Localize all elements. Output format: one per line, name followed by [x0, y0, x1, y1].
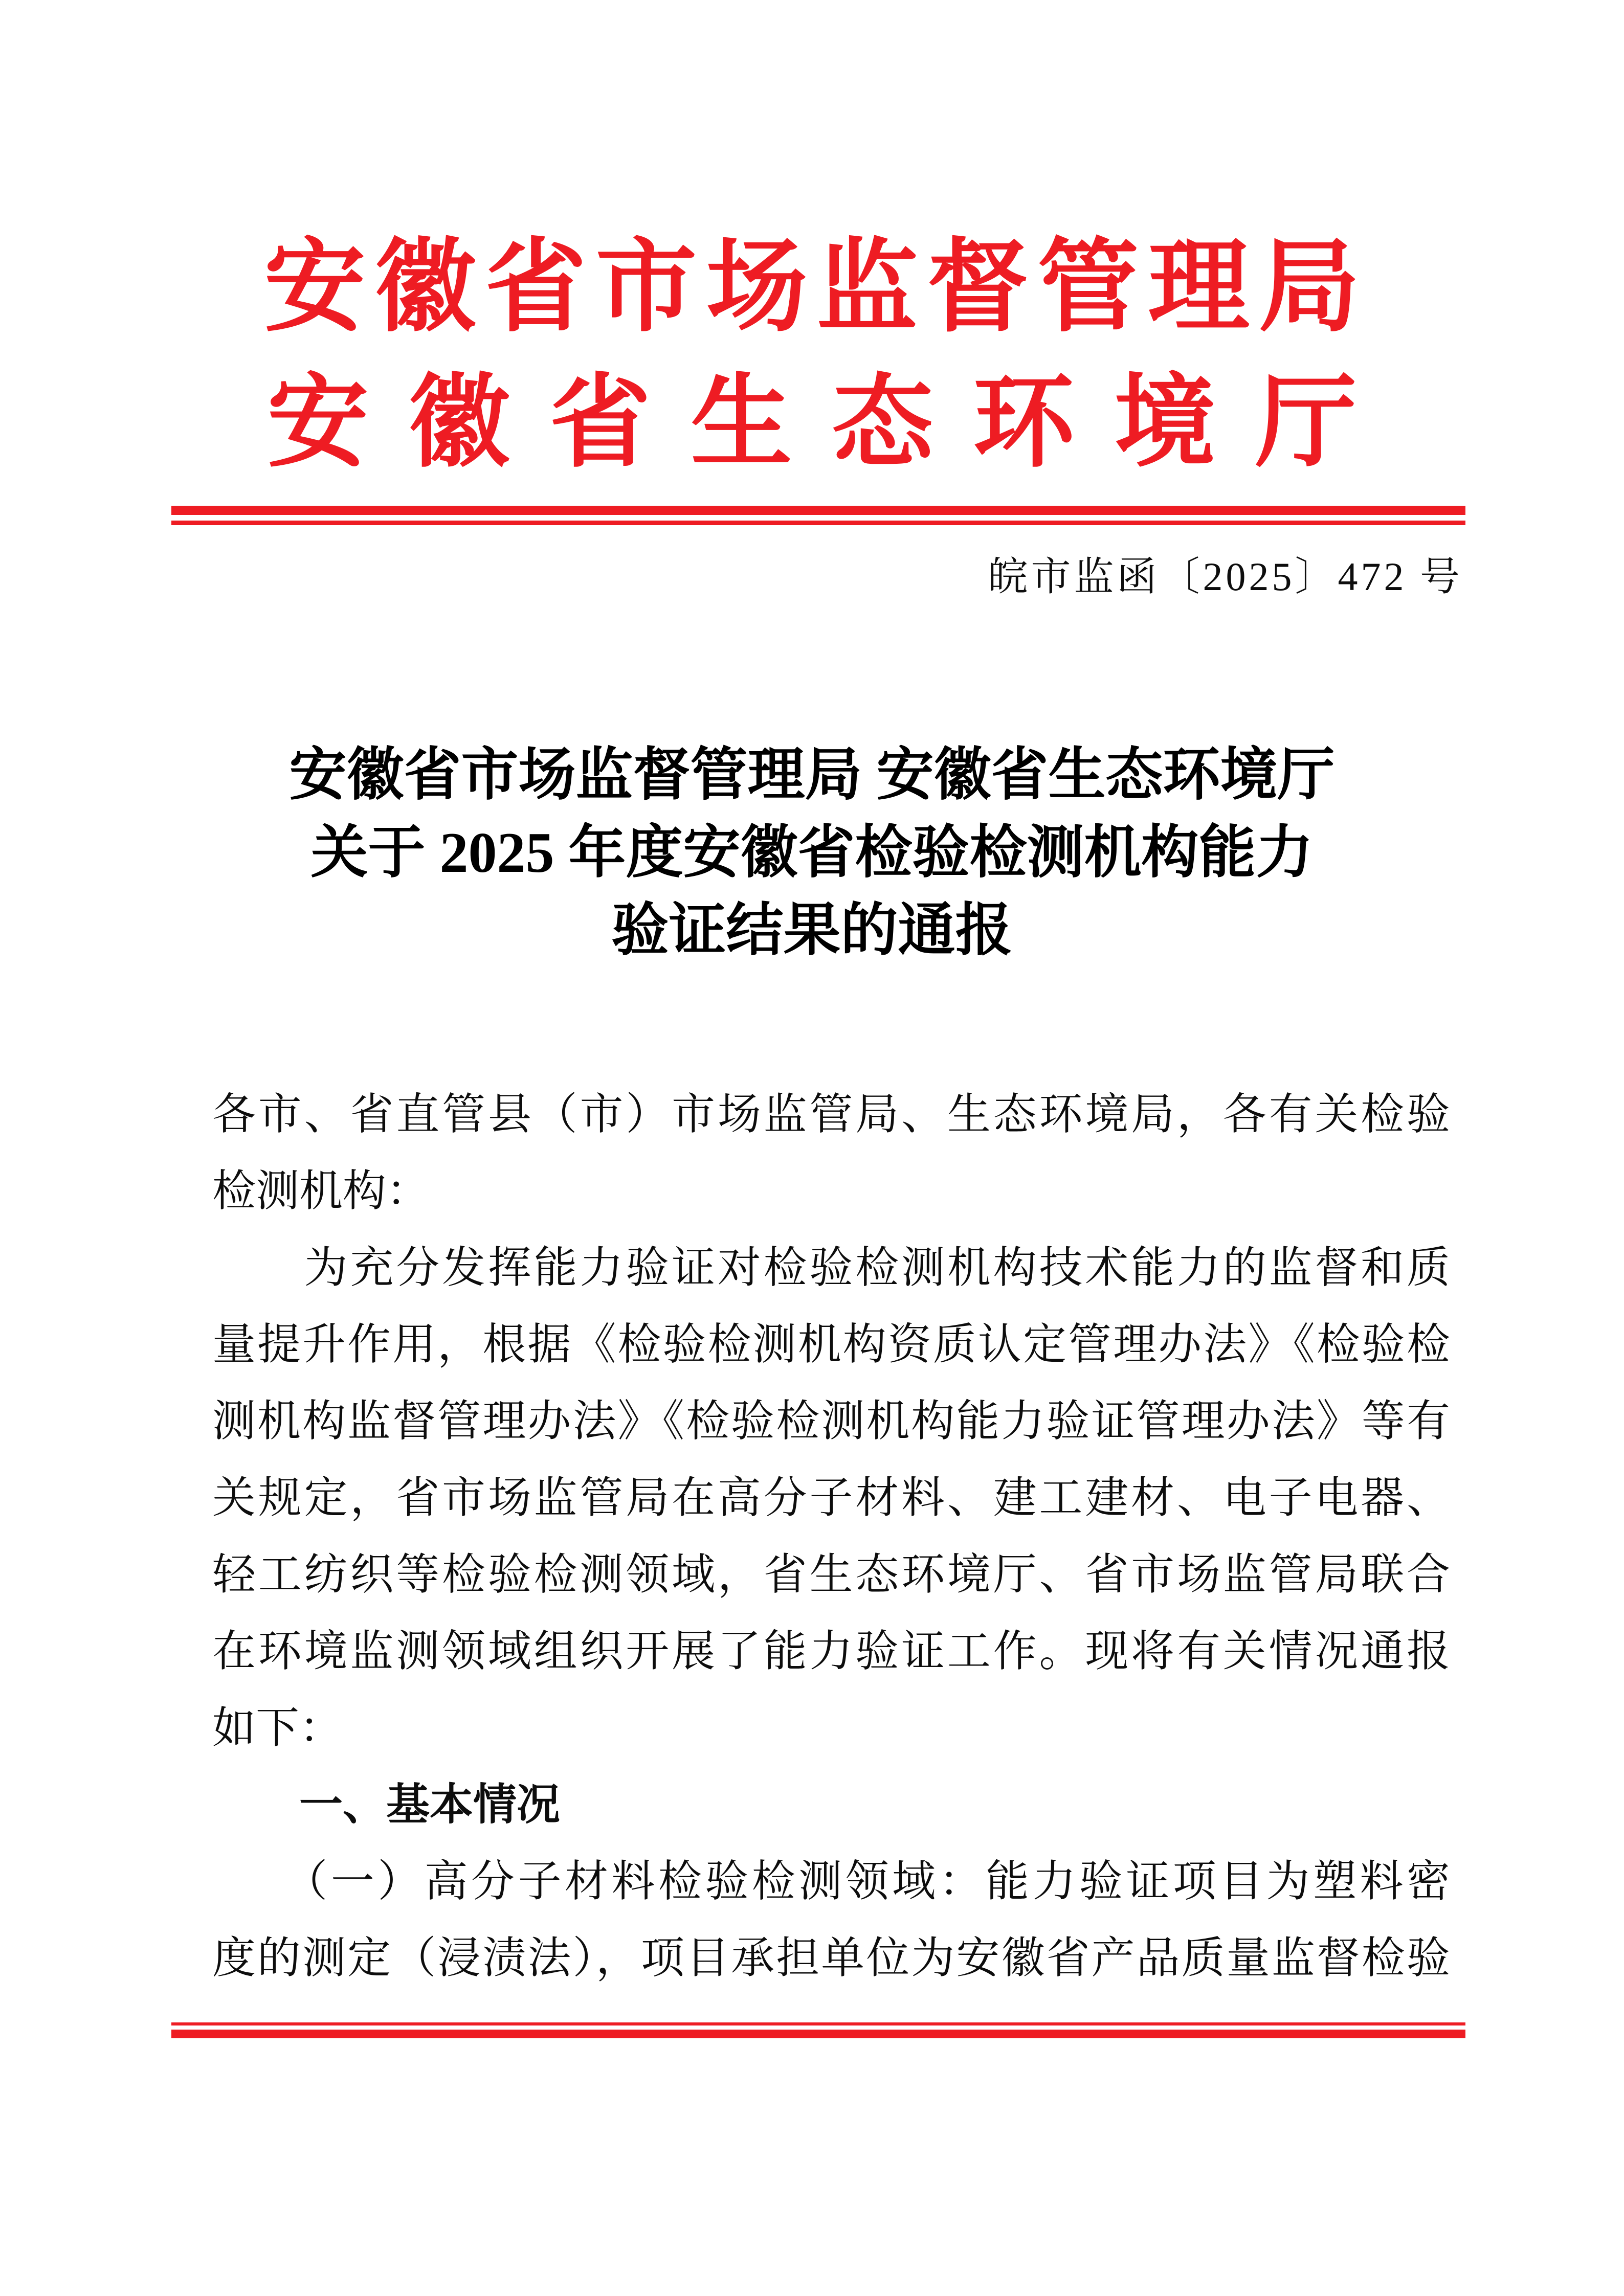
- body-line-salutation-2: 检测机构：: [212, 1167, 430, 1215]
- red-rule-bottom-thick: [171, 2030, 1465, 2038]
- doc-number: 皖市监函〔2025〕472 号: [988, 554, 1463, 599]
- title-line-1: 安徽省市场监督管理局 安徽省生态环境厅: [289, 744, 1335, 807]
- body-line-para1-3: 测机构监督管理办法》《检验检测机构能力验证管理办法》等有: [212, 1398, 1450, 1446]
- letterhead: [0, 220, 1624, 491]
- org-name-line-2: 安徽省生态环境厅: [267, 367, 1397, 479]
- document-title: [0, 736, 1624, 970]
- body-text: [212, 1076, 1450, 1997]
- body-line-para1-5: 轻工纺织等检验检测领域，省生态环境厅、省市场监管局联合: [212, 1551, 1450, 1599]
- body-line-salutation-1: 各市、省直管县（市）市场监管局、生态环境局，各有关检验: [212, 1091, 1450, 1139]
- org-name-line-1: 安徽省市场监督管理局: [264, 232, 1369, 344]
- body-line-para2-1: （一）高分子材料检验检测领域：能力验证项目为塑料密: [212, 1858, 1450, 1906]
- red-rule-bottom-thin: [171, 2022, 1465, 2025]
- body-line-para1-2: 量提升作用，根据《检验检测机构资质认定管理办法》《检验检: [212, 1321, 1450, 1369]
- body-line-para1-7: 如下：: [212, 1704, 343, 1752]
- body-line-para1-4: 关规定，省市场监管局在高分子材料、建工建材、电子电器、: [212, 1474, 1450, 1522]
- body-line-para1-6: 在环境监测领域组织开展了能力验证工作。现将有关情况通报: [212, 1628, 1450, 1676]
- red-rule-top-thick: [171, 506, 1465, 515]
- red-rule-top-thin: [171, 521, 1465, 525]
- body-line-para1-1: 为充分发挥能力验证对检验检测机构技术能力的监督和质: [212, 1244, 1450, 1292]
- title-line-2: 关于 2025 年度安徽省检验检测机构能力: [310, 821, 1314, 885]
- title-line-3: 验证结果的通报: [611, 899, 1013, 962]
- section-heading-1: 一、基本情况: [212, 1781, 561, 1829]
- body-line-para2-2: 度的测定（浸渍法），项目承担单位为安徽省产品质量监督检验: [212, 1934, 1450, 1983]
